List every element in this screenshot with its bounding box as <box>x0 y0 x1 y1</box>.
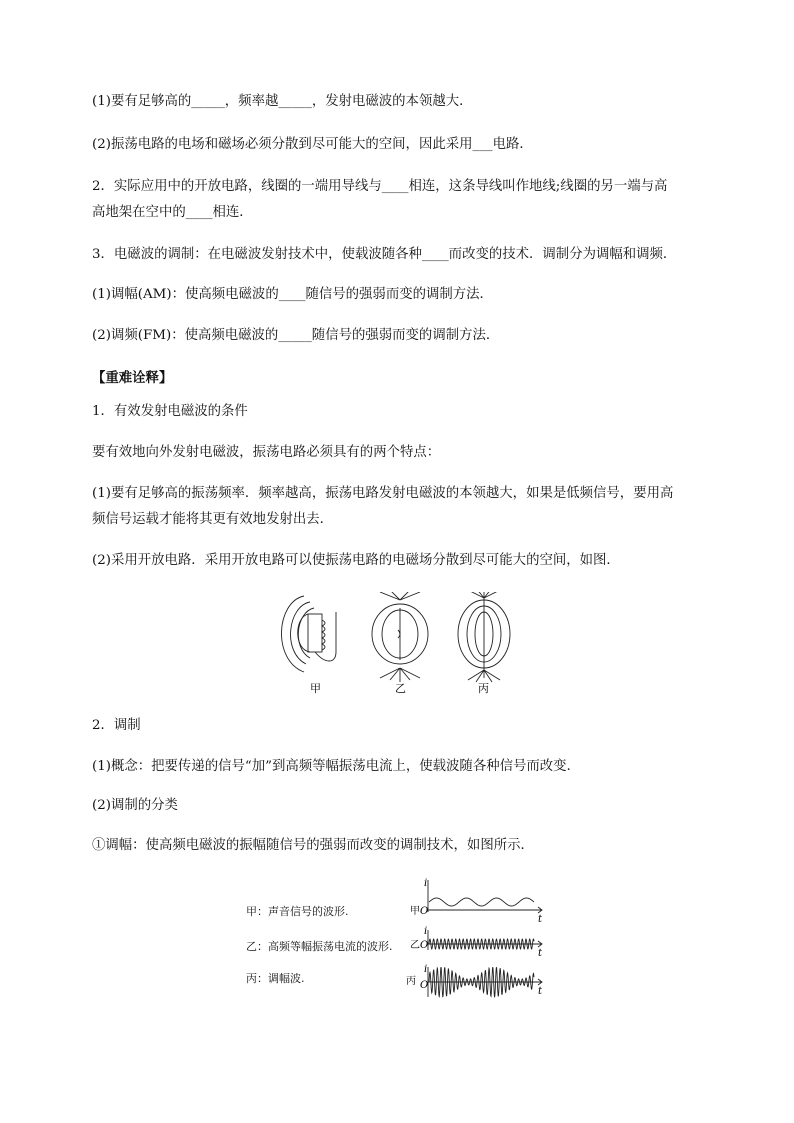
origin-1: O <box>420 906 429 917</box>
paragraph-ground-wire-line1: 2．实际应用中的开放电路，线圈的一端用导线与____相连，这条导线叫作地线;线圈的另一端与高 <box>92 179 668 194</box>
origin-3: O <box>420 980 429 991</box>
figure-label-yi: 乙 <box>395 682 406 695</box>
am-waveform-figure <box>400 872 550 1000</box>
paragraph-modulation-concept: (1)概念：把要传递的信号“加”到高频等幅振荡电流上，使载波随各种信号而改变. <box>92 759 571 774</box>
axis-i-3: i <box>424 964 428 975</box>
row-label-yi: 乙 <box>410 940 420 951</box>
axis-t-2: t <box>538 948 543 959</box>
open-circuit-field-figure <box>270 592 530 700</box>
paragraph-modulation-types: (2)调制的分类 <box>92 798 178 813</box>
figure-label-jia: 甲 <box>310 682 321 695</box>
row-label-bing: 丙 <box>406 976 416 987</box>
figure-jia-lc-circuit <box>281 596 336 672</box>
paragraph-modulation-def: 3．电磁波的调制：在电磁波发射技术中，使载波随各种____而改变的技术．调制分为调幅和调频． <box>92 247 677 262</box>
figure-bing-antenna <box>458 592 510 682</box>
figure-yi-dipole <box>372 592 428 682</box>
caption-carrier: 乙：高频等幅振荡电流的波形. <box>246 940 393 953</box>
row-label-jia: 甲 <box>410 906 420 917</box>
paragraph-am: (1)调幅(AM)：使高频电磁波的____随信号的强弱而变的调制方法． <box>92 287 493 302</box>
caption-sound-signal: 甲：声音信号的波形. <box>246 905 349 918</box>
figure-label-bing: 丙 <box>478 682 489 695</box>
paragraph-high-frequency-line1: (1)要有足够高的振荡频率．频率越高，振荡电路发射电磁波的本领越大，如果是低频信号，要用高 <box>92 486 674 501</box>
paragraph-open-circuit: (2)振荡电路的电场和磁场必须分散到尽可能大的空间，因此采用___电路． <box>92 137 533 152</box>
axis-i-2: i <box>424 926 428 937</box>
paragraph-high-frequency-line2: 频信号运载才能将其更有效地发射出去． <box>92 512 334 527</box>
paragraph-two-features: 要有效地向外发射电磁波，振荡电路必须具有的两个特点： <box>92 445 441 460</box>
axis-t-3: t <box>538 986 543 997</box>
paragraph-ground-wire-line2: 高地架在空中的____相连． <box>92 205 253 220</box>
section-heading: 【重难诠释】 <box>92 370 173 386</box>
origin-2: O <box>420 940 429 951</box>
caption-am-wave: 丙：调幅波. <box>246 972 305 985</box>
paragraph-am-description: ①调幅：使高频电磁波的振幅随信号的强弱而改变的调制技术，如图所示． <box>92 838 534 853</box>
subheading-modulation: 2．调制 <box>92 718 141 733</box>
axis-t-1: t <box>538 914 543 925</box>
sound-signal-wave <box>429 898 534 906</box>
axis-i-1: i <box>424 878 428 889</box>
paragraph-fm: (2)调频(FM)：使高频电磁波的_____随信号的强弱而变的调制方法． <box>92 328 500 343</box>
paragraph-open-circuit-figure: (2)采用开放电路．采用开放电路可以使振荡电路的电磁场分散到尽可能大的空间，如图． <box>92 553 620 568</box>
subheading-effective-emission: 1．有效发射电磁波的条件 <box>92 404 248 419</box>
paragraph-frequency-requirement: (1)要有足够高的_____，频率越_____，发射电磁波的本领越大． <box>92 94 473 109</box>
